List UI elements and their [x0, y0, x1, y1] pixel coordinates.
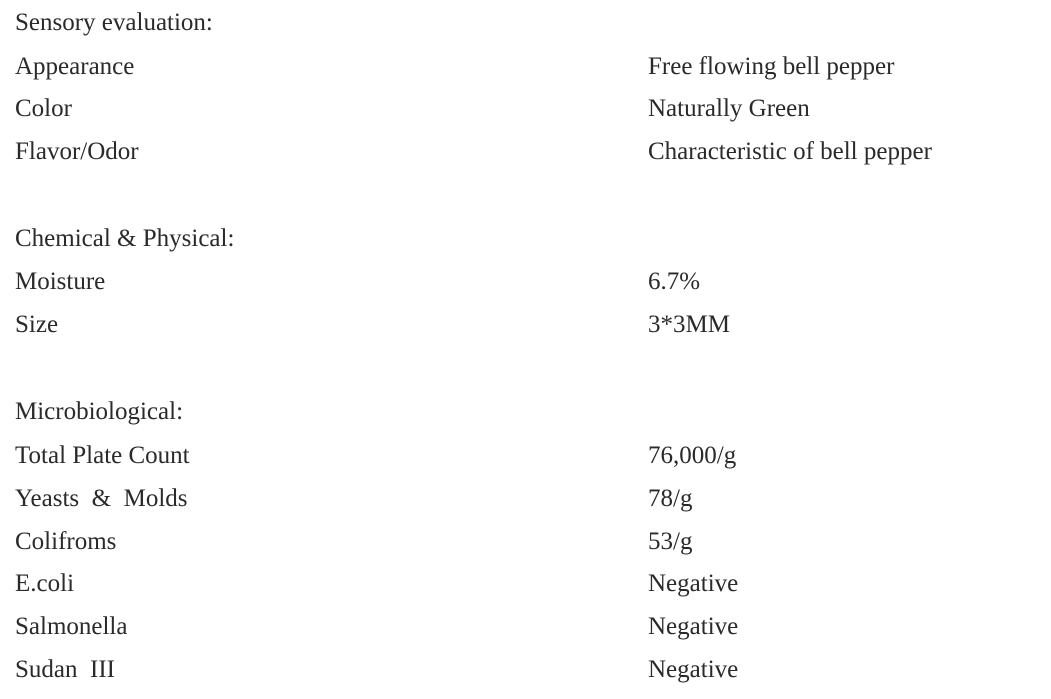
flavor-odor-label: Flavor/Odor: [15, 138, 139, 165]
appearance-value: Free flowing bell pepper: [648, 53, 895, 80]
sudan-label: Sudan III: [15, 656, 115, 683]
size-label: Size: [15, 311, 59, 338]
moisture-value: 6.7%: [648, 268, 701, 295]
flavor-odor-value: Characteristic of bell pepper: [648, 138, 932, 165]
sudan-value: Negative: [648, 656, 739, 683]
ecoli-label: E.coli: [15, 570, 75, 597]
salmonella-value: Negative: [648, 613, 739, 640]
size-value: 3*3MM: [648, 311, 730, 338]
moisture-label: Moisture: [15, 268, 106, 295]
yeasts-molds-value: 78/g: [648, 485, 693, 512]
total-plate-count-label: Total Plate Count: [15, 442, 190, 469]
micro-heading: Microbiological:: [15, 398, 184, 425]
total-plate-count-value: 76,000/g: [648, 442, 737, 469]
color-label: Color: [15, 95, 72, 122]
salmonella-label: Salmonella: [15, 613, 128, 640]
coliforms-label: Colifroms: [15, 528, 117, 555]
coliforms-value: 53/g: [648, 528, 693, 555]
yeasts-molds-label: Yeasts & Molds: [15, 485, 188, 512]
appearance-label: Appearance: [15, 53, 135, 80]
color-value: Naturally Green: [648, 95, 810, 122]
sensory-heading: Sensory evaluation:: [15, 9, 213, 36]
ecoli-value: Negative: [648, 570, 739, 597]
chemical-heading: Chemical & Physical:: [15, 225, 235, 252]
